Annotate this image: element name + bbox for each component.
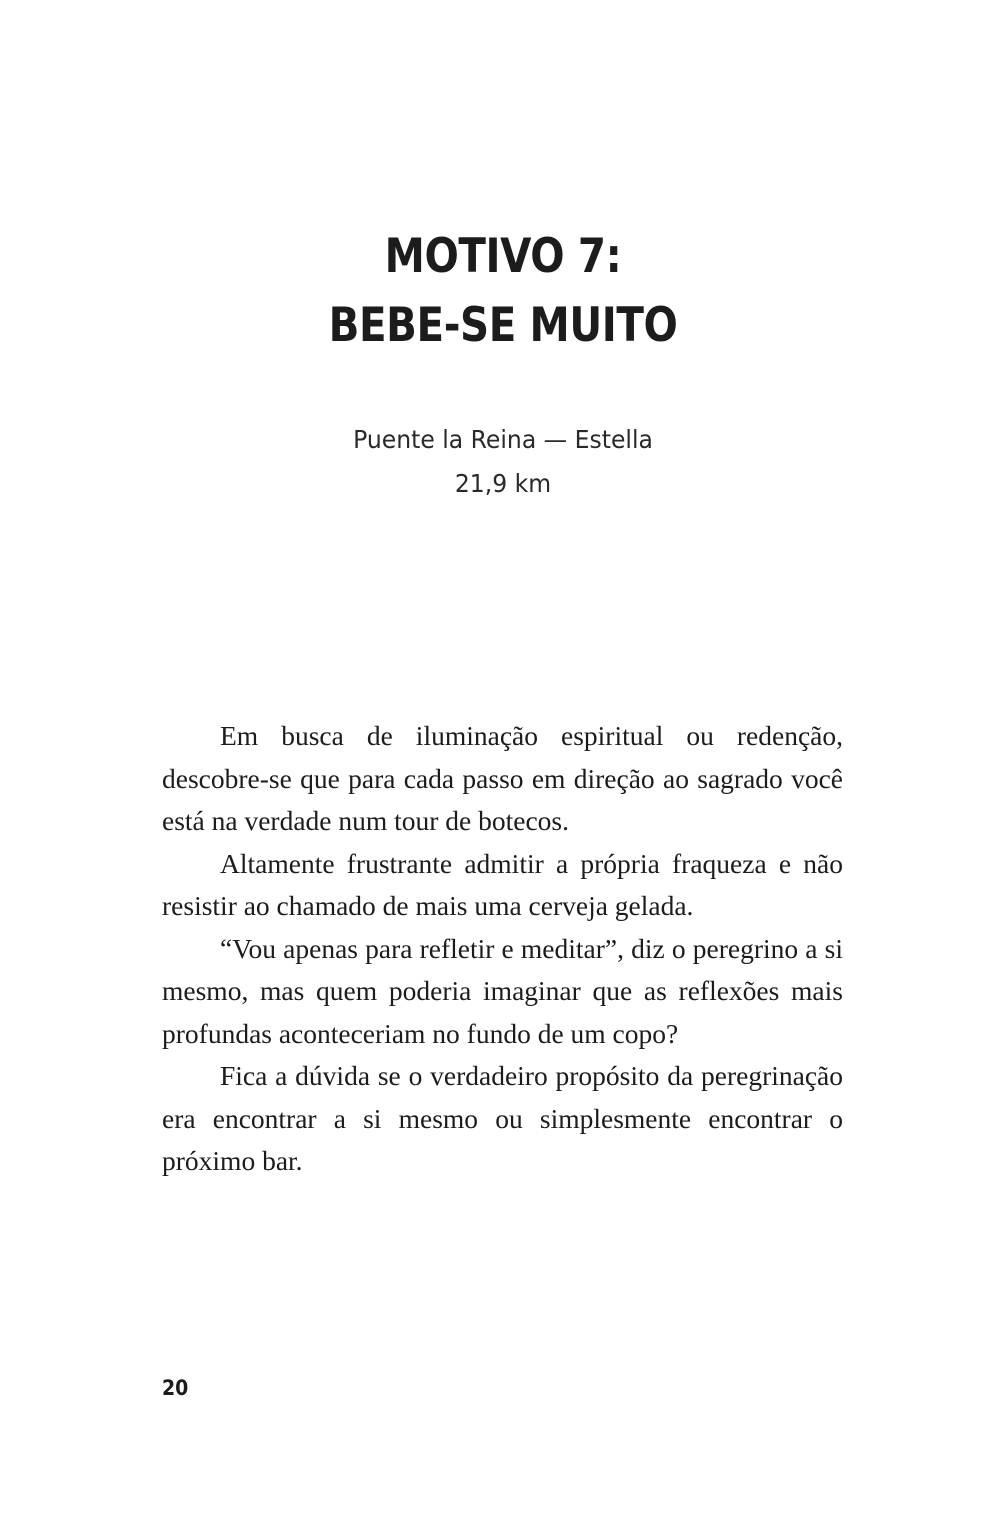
paragraph-1: Em busca de iluminação espiritual ou redenção, descobre-se que para cada passo em direção ao sagrado você está na verdade num tour de botecos. <box>162 720 843 836</box>
route-stages: Puente la Reina — Estella <box>353 425 653 454</box>
chapter-title-line-2: BEBE-SE MUITO <box>328 298 678 353</box>
paragraph-2: Altamente frustrante admitir a própria fraqueza e não resistir ao chamado de mais uma cerveja gelada. <box>162 847 843 921</box>
route-distance: 21,9 km <box>454 469 552 498</box>
chapter-title-line-1: MOTIVO 7: <box>384 229 622 284</box>
body-text <box>162 715 843 1183</box>
paragraph-3: “Vou apenas para refletir e meditar”, diz o peregrino a si mesmo, mas quem poderia imaginar que as reflexões mais profundas aconteceriam no fundo de um copo? <box>162 932 843 1049</box>
paragraph-4: Fica a dúvida se o verdadeiro propósito da peregrinação era encontrar a si mesmo ou simplesmente encontrar o próximo bar. <box>162 1060 843 1176</box>
route-info <box>30 418 976 506</box>
chapter-title <box>70 222 935 360</box>
page-number: 20 <box>162 1376 189 1400</box>
